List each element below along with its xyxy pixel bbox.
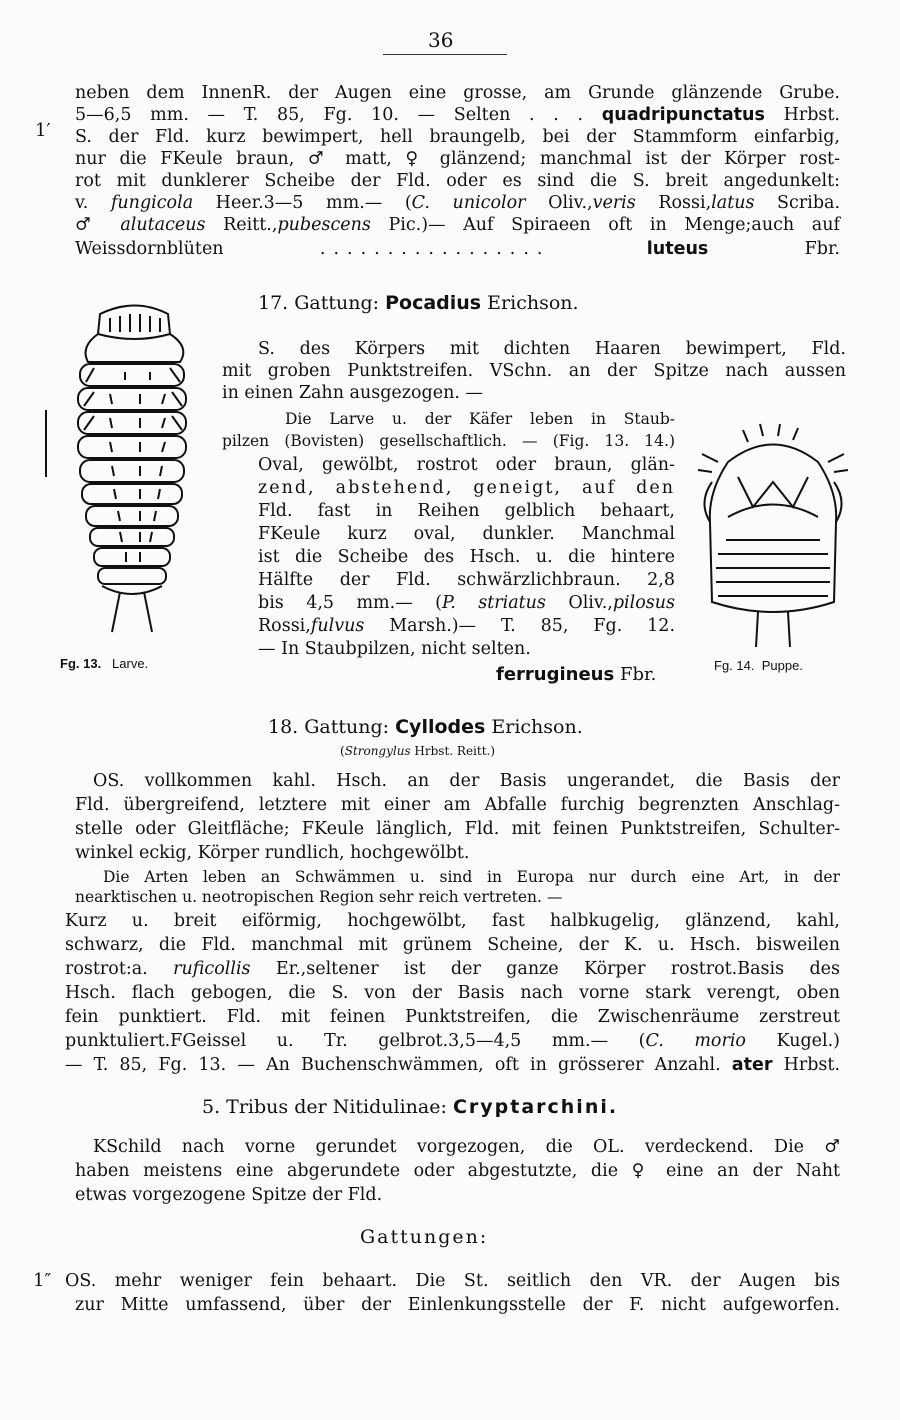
text-line: rot mit dunklerer Scheibe der Fld. oder es sind die S. breit angedunkelt:	[75, 171, 840, 191]
text-line: rostrot:a. ruficollis Er.,seltener ist der ganze Körper rostrot.Basis des	[65, 959, 840, 979]
text-line: Fld. fast in Reihen gelblich behaart,	[258, 501, 675, 521]
text-line: FKeule kurz oval, dunkler. Manchmal	[258, 524, 675, 544]
text-line: zend, abstehend, geneigt, auf den	[258, 478, 675, 498]
small-text-line: pilzen (Bovisten) gesellschaftlich. — (Fig. 13. 14.)	[222, 432, 675, 450]
text-line: bis 4,5 mm.— (P. striatus Oliv.,pilosus	[258, 593, 675, 613]
page-number-rule	[383, 54, 507, 55]
text-line: schwarz, die Fld. manchmal mit grünem Scheine, der K. u. Hsch. bisweilen	[65, 935, 840, 955]
author-name: Hrbst.	[783, 105, 840, 125]
text-line: — T. 85, Fg. 13. — An Buchenschwämmen, oft in grösserer Anzahl. ater Hrbst.	[65, 1055, 841, 1075]
genus-subheading: (Strongylus Hrbst. Reitt.)	[340, 744, 496, 758]
small-text-line: Die Larve u. der Käfer leben in Staub-	[285, 410, 675, 428]
text-line: Oval, gewölbt, rostrot oder braun, glän-	[258, 455, 675, 475]
figure-number: Fg. 13.	[60, 656, 102, 671]
figure-14-caption	[714, 658, 803, 673]
text-line: Fld. übergreifend, letztere mit einer am Abfalle furchig begrenzten Anschlag-	[75, 795, 840, 815]
text-line: punktuliert.FGeissel u. Tr. gelbrot.3,5—4,5 mm.— (C. morio Kugel.)	[65, 1031, 841, 1051]
text-line: stelle oder Gleitfläche; FKeule länglich, Fld. mit feinen Punktstreifen, Schulter-	[75, 819, 840, 839]
page-number: 36	[428, 28, 454, 52]
text-line: nur die FKeule braun, ♂ matt, ♀ glänzend; manchmal ist der Körper rost-	[75, 149, 840, 169]
author-name: Fbr.	[619, 664, 657, 685]
genus-heading: 17. Gattung: Pocadius Erichson.	[258, 292, 579, 314]
text-line: Hsch. flach gebogen, die S. von der Basis nach vorne stark verengt, oben	[65, 983, 840, 1003]
figure-13-caption	[60, 656, 148, 671]
text-line: ♂ alutaceus Reitt.,pubescens Pic.)— Auf Spiraeen oft in Menge;auch auf	[75, 215, 840, 235]
text-line: S. des Körpers mit dichten Haaren bewimpert, Fld.	[258, 339, 846, 359]
couplet-marker: 1″	[33, 1270, 52, 1291]
text-line: winkel eckig, Körper rundlich, hochgewölbt.	[75, 843, 470, 863]
text-line: neben dem InnenR. der Augen eine grosse, am Grunde glänzende Grube.	[75, 83, 840, 103]
figure-label: Larve.	[112, 656, 149, 671]
text-line: Weissdornblüten ................. luteus Fbr.	[75, 239, 840, 259]
text-line: mit groben Punktstreifen. VSchn. an der Spitze nach aussen	[222, 361, 846, 381]
tribus-heading: 5. Tribus der Nitidulinae: Cryptarchini.	[202, 1096, 619, 1118]
dot-leader: . . .	[529, 105, 584, 125]
text-line: S. der Fld. kurz bewimpert, hell braungelb, bei der Stammform einfarbig,	[75, 127, 840, 147]
text-line: Rossi,fulvus Marsh.)— T. 85, Fg. 12.	[258, 616, 676, 636]
text-line: OS. mehr weniger fein behaart. Die St. seitlich den VR. der Augen bis	[65, 1271, 840, 1291]
figure-label: Puppe.	[761, 658, 803, 673]
species-name: luteus	[646, 239, 709, 259]
text-line: — In Staubpilzen, nicht selten.	[258, 639, 531, 659]
species-line	[496, 664, 656, 685]
text-line: Hälfte der Fld. schwärzlichbraun. 2,8	[258, 570, 675, 590]
genus-heading: 18. Gattung: Cyllodes Erichson.	[268, 716, 583, 738]
species-name: ater	[731, 1055, 773, 1075]
small-text-line: nearktischen u. neotropischen Region sehr reich vertreten. —	[75, 888, 563, 906]
species-name: quadripunctatus	[601, 105, 765, 125]
text-line: ist die Scheibe des Hsch. u. die hintere	[258, 547, 675, 567]
text-line: Kurz u. breit eiförmig, hochgewölbt, fast halbkugelig, glänzend, kahl,	[65, 911, 840, 931]
pupa-figure	[698, 422, 848, 652]
couplet-marker: 1′	[35, 120, 51, 141]
text-line: OS. vollkommen kahl. Hsch. an der Basis ungerandet, die Basis der	[93, 771, 840, 791]
text-line	[75, 104, 840, 126]
text-line: in einen Zahn ausgezogen. —	[222, 383, 483, 403]
text-fragment: 5—6,5 mm. — T. 85, Fg. 10. — Selten	[75, 105, 511, 125]
dot-leader: .................	[319, 239, 551, 259]
section-heading: Gattungen:	[360, 1226, 489, 1248]
species-name: ferrugineus	[496, 664, 615, 685]
text-line: KSchild nach vorne gerundet vorgezogen, die OL. verdeckend. Die ♂	[93, 1137, 840, 1157]
larva-figure	[40, 292, 190, 652]
small-text-line: Die Arten leben an Schwämmen u. sind in Europa nur durch eine Art, in der	[103, 868, 840, 886]
text-line: etwas vorgezogene Spitze der Fld.	[75, 1185, 383, 1205]
text-line: v. fungicola Heer.3—5 mm.— (C. unicolor Oliv.,veris Rossi,latus Scriba.	[75, 193, 841, 213]
text-line: zur Mitte umfassend, über der Einlenkungsstelle der F. nicht aufgeworfen.	[75, 1295, 840, 1315]
text-line: fein punktiert. Fld. mit feinen Punktstreifen, die Zwischenräume zerstreut	[65, 1007, 840, 1027]
figure-number: Fg. 14.	[714, 658, 755, 673]
text-line: haben meistens eine abgerundete oder abgestutzte, die ♀ eine an der Naht	[75, 1161, 840, 1181]
